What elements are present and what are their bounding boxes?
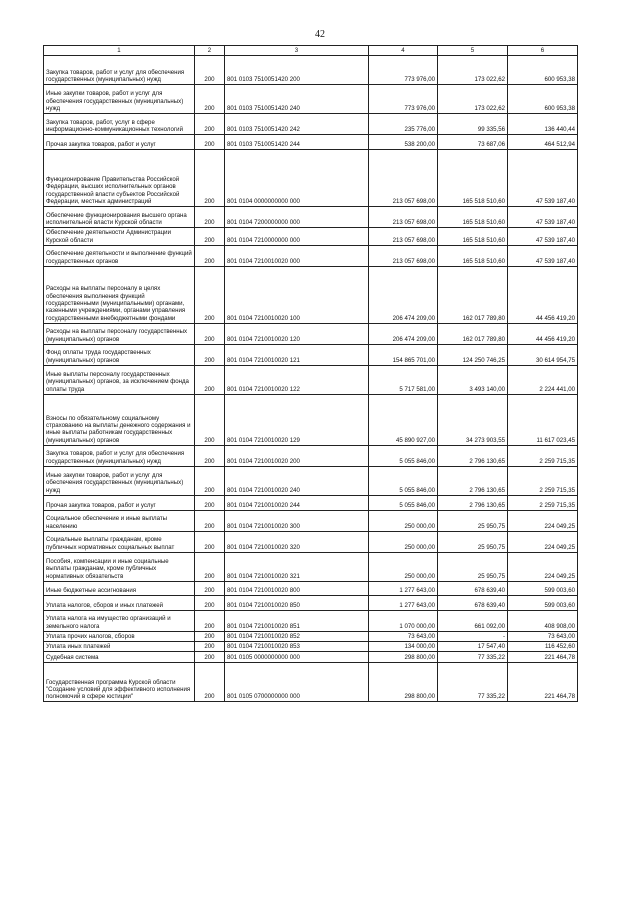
row-name: Функционирование Правительства Российской Федерации, высших исполнительных органов государственной власти субъектов Российской Федерации, местных администраций bbox=[44, 150, 195, 207]
approved-amount: 1 277 643,00 bbox=[369, 595, 438, 610]
executed-amount: 661 092,00 bbox=[438, 610, 508, 631]
approved-amount: 1 070 000,00 bbox=[369, 610, 438, 631]
table-row bbox=[44, 466, 578, 495]
budget-classification-code: 801 0104 7210010020 240 bbox=[225, 466, 369, 495]
page-number: 42 bbox=[315, 29, 325, 40]
row-code: 200 bbox=[195, 365, 225, 394]
table-row bbox=[44, 245, 578, 266]
budget-classification-code: 801 0104 7210010020 851 bbox=[225, 610, 369, 631]
budget-classification-code: 801 0105 0000000000 000 bbox=[225, 652, 369, 663]
budget-classification-code: 801 0104 7210010020 300 bbox=[225, 510, 369, 531]
budget-classification-code: 801 0104 7210000000 000 bbox=[225, 228, 369, 246]
budget-classification-code: 801 0104 7210010020 852 bbox=[225, 631, 369, 641]
budget-classification-code: 801 0103 7510051420 242 bbox=[225, 114, 369, 135]
budget-classification-code: 801 0104 7210010020 800 bbox=[225, 581, 369, 595]
budget-classification-code: 801 0104 7210010020 100 bbox=[225, 266, 369, 323]
row-code: 200 bbox=[195, 85, 225, 114]
budget-classification-code: 801 0104 7210010020 000 bbox=[225, 245, 369, 266]
row-name: Закупка товаров, работ, услуг в сфере информационно-коммуникационных технологий bbox=[44, 114, 195, 135]
row-name: Обеспечение функционирования высшего органа исполнительной власти Курской области bbox=[44, 207, 195, 228]
budget-classification-code: 801 0104 7210010020 200 bbox=[225, 445, 369, 466]
table-row bbox=[44, 266, 578, 323]
row-name: Закупка товаров, работ и услуг для обеспечения государственных (муниципальных) нужд bbox=[44, 445, 195, 466]
table-row bbox=[44, 56, 578, 85]
table-row bbox=[44, 631, 578, 641]
budget-classification-code: 801 0104 7210010020 320 bbox=[225, 531, 369, 552]
budget-execution-table bbox=[43, 45, 578, 702]
row-code: 200 bbox=[195, 663, 225, 702]
executed-amount: 162 017 789,80 bbox=[438, 266, 508, 323]
row-code: 200 bbox=[195, 266, 225, 323]
remaining-amount: 221 464,78 bbox=[508, 652, 578, 663]
executed-amount: 165 518 510,60 bbox=[438, 228, 508, 246]
table-row bbox=[44, 510, 578, 531]
executed-amount: 3 493 140,00 bbox=[438, 365, 508, 394]
remaining-amount: 11 617 023,45 bbox=[508, 394, 578, 445]
row-name: Взносы по обязательному социальному страхованию на выплаты денежного содержания и иные выплаты работникам государственных (муниципальных) органов bbox=[44, 394, 195, 445]
approved-amount: 73 643,00 bbox=[369, 631, 438, 641]
row-code: 200 bbox=[195, 114, 225, 135]
remaining-amount: 116 452,60 bbox=[508, 642, 578, 652]
row-name: Уплата прочих налогов, сборов bbox=[44, 631, 195, 641]
approved-amount: 154 865 701,00 bbox=[369, 344, 438, 365]
row-code: 200 bbox=[195, 510, 225, 531]
approved-amount: 213 057 698,00 bbox=[369, 207, 438, 228]
row-code: 200 bbox=[195, 631, 225, 641]
remaining-amount: 221 464,78 bbox=[508, 663, 578, 702]
row-name: Иные бюджетные ассигнования bbox=[44, 581, 195, 595]
remaining-amount: 464 512,94 bbox=[508, 135, 578, 150]
table-row bbox=[44, 114, 578, 135]
executed-amount: 124 250 746,25 bbox=[438, 344, 508, 365]
approved-amount: 206 474 209,00 bbox=[369, 266, 438, 323]
column-header: 5 bbox=[438, 46, 508, 56]
approved-amount: 250 000,00 bbox=[369, 552, 438, 581]
executed-amount: 17 547,40 bbox=[438, 642, 508, 652]
row-name: Пособия, компенсации и иные социальные выплаты гражданам, кроме публичных нормативных обязательств bbox=[44, 552, 195, 581]
row-name: Социальные выплаты гражданам, кроме публичных нормативных социальных выплат bbox=[44, 531, 195, 552]
table-row bbox=[44, 207, 578, 228]
budget-classification-code: 801 0104 7210010020 129 bbox=[225, 394, 369, 445]
table-row bbox=[44, 652, 578, 663]
remaining-amount: 599 003,60 bbox=[508, 595, 578, 610]
table-row bbox=[44, 531, 578, 552]
row-name: Закупка товаров, работ и услуг для обеспечения государственных (муниципальных) нужд bbox=[44, 56, 195, 85]
remaining-amount: 47 539 187,40 bbox=[508, 207, 578, 228]
table-row bbox=[44, 365, 578, 394]
table-row bbox=[44, 85, 578, 114]
executed-amount: 173 022,62 bbox=[438, 85, 508, 114]
table-row bbox=[44, 323, 578, 344]
row-code: 200 bbox=[195, 495, 225, 510]
budget-classification-code: 801 0104 7210010020 850 bbox=[225, 595, 369, 610]
row-name: Государственная программа Курской области "Создание условий для эффективного исполнения полномочий в сфере юстиции" bbox=[44, 663, 195, 702]
row-code: 200 bbox=[195, 445, 225, 466]
row-name: Обеспечение деятельности и выполнение функций государственных органов bbox=[44, 245, 195, 266]
budget-classification-code: 801 0103 7510051420 200 bbox=[225, 56, 369, 85]
executed-amount: 25 950,75 bbox=[438, 531, 508, 552]
table-row bbox=[44, 642, 578, 652]
budget-classification-code: 801 0104 0000000000 000 bbox=[225, 150, 369, 207]
approved-amount: 134 000,00 bbox=[369, 642, 438, 652]
executed-amount: 73 687,06 bbox=[438, 135, 508, 150]
row-code: 200 bbox=[195, 531, 225, 552]
budget-classification-code: 801 0104 7210010020 244 bbox=[225, 495, 369, 510]
row-name: Иные закупки товаров, работ и услуг для обеспечения государственных (муниципальных) нужд bbox=[44, 466, 195, 495]
row-code: 200 bbox=[195, 228, 225, 246]
budget-classification-code: 801 0104 7210010020 321 bbox=[225, 552, 369, 581]
row-name: Уплата налога на имущество организаций и земельного налога bbox=[44, 610, 195, 631]
remaining-amount: 224 049,25 bbox=[508, 552, 578, 581]
budget-classification-code: 801 0103 7510051420 244 bbox=[225, 135, 369, 150]
approved-amount: 213 057 698,00 bbox=[369, 150, 438, 207]
row-code: 200 bbox=[195, 581, 225, 595]
approved-amount: 773 976,00 bbox=[369, 56, 438, 85]
budget-classification-code: 801 0104 7210010020 122 bbox=[225, 365, 369, 394]
executed-amount: 99 335,56 bbox=[438, 114, 508, 135]
row-code: 200 bbox=[195, 466, 225, 495]
table-row bbox=[44, 150, 578, 207]
row-code: 200 bbox=[195, 344, 225, 365]
row-code: 200 bbox=[195, 610, 225, 631]
budget-classification-code: 801 0104 7210010020 121 bbox=[225, 344, 369, 365]
approved-amount: 213 057 698,00 bbox=[369, 245, 438, 266]
remaining-amount: 47 539 187,40 bbox=[508, 245, 578, 266]
table-row bbox=[44, 394, 578, 445]
table-row bbox=[44, 344, 578, 365]
executed-amount: 165 518 510,60 bbox=[438, 245, 508, 266]
budget-classification-code: 801 0104 7200000000 000 bbox=[225, 207, 369, 228]
remaining-amount: 224 049,25 bbox=[508, 531, 578, 552]
row-code: 200 bbox=[195, 642, 225, 652]
approved-amount: 298 800,00 bbox=[369, 652, 438, 663]
column-header: 1 bbox=[44, 46, 195, 56]
table-row bbox=[44, 495, 578, 510]
row-name: Уплата налогов, сборов и иных платежей bbox=[44, 595, 195, 610]
remaining-amount: 73 643,00 bbox=[508, 631, 578, 641]
remaining-amount: 600 953,38 bbox=[508, 56, 578, 85]
row-code: 200 bbox=[195, 394, 225, 445]
budget-classification-code: 801 0104 7210010020 853 bbox=[225, 642, 369, 652]
remaining-amount: 408 908,00 bbox=[508, 610, 578, 631]
row-code: 200 bbox=[195, 652, 225, 663]
approved-amount: 298 800,00 bbox=[369, 663, 438, 702]
approved-amount: 45 890 927,00 bbox=[369, 394, 438, 445]
executed-amount: 2 796 130,65 bbox=[438, 445, 508, 466]
row-name: Иные закупки товаров, работ и услуг для обеспечения государственных (муниципальных) нужд bbox=[44, 85, 195, 114]
row-name: Прочая закупка товаров, работ и услуг bbox=[44, 135, 195, 150]
row-code: 200 bbox=[195, 150, 225, 207]
remaining-amount: 224 049,25 bbox=[508, 510, 578, 531]
column-header: 4 bbox=[369, 46, 438, 56]
remaining-amount: 44 456 419,20 bbox=[508, 323, 578, 344]
approved-amount: 1 277 643,00 bbox=[369, 581, 438, 595]
remaining-amount: 2 259 715,35 bbox=[508, 495, 578, 510]
remaining-amount: 599 003,60 bbox=[508, 581, 578, 595]
remaining-amount: 30 614 954,75 bbox=[508, 344, 578, 365]
row-code: 200 bbox=[195, 135, 225, 150]
approved-amount: 235 776,00 bbox=[369, 114, 438, 135]
row-name: Прочая закупка товаров, работ и услуг bbox=[44, 495, 195, 510]
row-name: Расходы на выплаты персоналу в целях обеспечения выполнения функций государственными (муниципальными) органами, казенными учреждениями, органами управления государственными внебюджетными фондами bbox=[44, 266, 195, 323]
approved-amount: 538 200,00 bbox=[369, 135, 438, 150]
executed-amount: 77 335,22 bbox=[438, 652, 508, 663]
approved-amount: 206 474 209,00 bbox=[369, 323, 438, 344]
approved-amount: 250 000,00 bbox=[369, 510, 438, 531]
row-code: 200 bbox=[195, 595, 225, 610]
row-name: Фонд оплаты труда государственных (муниципальных) органов bbox=[44, 344, 195, 365]
table-row bbox=[44, 445, 578, 466]
remaining-amount: 2 259 715,35 bbox=[508, 445, 578, 466]
table-row bbox=[44, 135, 578, 150]
remaining-amount: 47 539 187,40 bbox=[508, 150, 578, 207]
remaining-amount: 2 259 715,35 bbox=[508, 466, 578, 495]
remaining-amount: 2 224 441,00 bbox=[508, 365, 578, 394]
column-header: 2 bbox=[195, 46, 225, 56]
executed-amount: 34 273 903,55 bbox=[438, 394, 508, 445]
row-code: 200 bbox=[195, 245, 225, 266]
executed-amount: - bbox=[438, 631, 508, 641]
approved-amount: 5 055 846,00 bbox=[369, 445, 438, 466]
table-row bbox=[44, 552, 578, 581]
approved-amount: 5 055 846,00 bbox=[369, 495, 438, 510]
executed-amount: 2 796 130,65 bbox=[438, 466, 508, 495]
remaining-amount: 136 440,44 bbox=[508, 114, 578, 135]
row-name: Судебная система bbox=[44, 652, 195, 663]
table-row bbox=[44, 610, 578, 631]
executed-amount: 678 639,40 bbox=[438, 595, 508, 610]
row-code: 200 bbox=[195, 323, 225, 344]
executed-amount: 25 950,75 bbox=[438, 552, 508, 581]
executed-amount: 162 017 789,80 bbox=[438, 323, 508, 344]
table-row bbox=[44, 581, 578, 595]
approved-amount: 773 976,00 bbox=[369, 85, 438, 114]
approved-amount: 5 717 581,00 bbox=[369, 365, 438, 394]
row-name: Иные выплаты персоналу государственных (муниципальных) органов, за исключением фонда оплаты труда bbox=[44, 365, 195, 394]
executed-amount: 165 518 510,60 bbox=[438, 207, 508, 228]
approved-amount: 250 000,00 bbox=[369, 531, 438, 552]
budget-classification-code: 801 0104 7210010020 120 bbox=[225, 323, 369, 344]
approved-amount: 5 055 846,00 bbox=[369, 466, 438, 495]
executed-amount: 25 950,75 bbox=[438, 510, 508, 531]
column-number-row bbox=[44, 46, 578, 56]
row-name: Уплата иных платежей bbox=[44, 642, 195, 652]
remaining-amount: 44 456 419,20 bbox=[508, 266, 578, 323]
row-code: 200 bbox=[195, 207, 225, 228]
executed-amount: 165 518 510,60 bbox=[438, 150, 508, 207]
executed-amount: 173 022,62 bbox=[438, 56, 508, 85]
executed-amount: 678 639,40 bbox=[438, 581, 508, 595]
remaining-amount: 600 953,38 bbox=[508, 85, 578, 114]
row-name: Социальное обеспечение и иные выплаты населению bbox=[44, 510, 195, 531]
row-code: 200 bbox=[195, 552, 225, 581]
executed-amount: 2 796 130,65 bbox=[438, 495, 508, 510]
budget-classification-code: 801 0103 7510051420 240 bbox=[225, 85, 369, 114]
table-row bbox=[44, 663, 578, 702]
column-header: 6 bbox=[508, 46, 578, 56]
row-name: Обеспечение деятельности Администрации Курской области bbox=[44, 228, 195, 246]
approved-amount: 213 057 698,00 bbox=[369, 228, 438, 246]
table-row bbox=[44, 595, 578, 610]
remaining-amount: 47 539 187,40 bbox=[508, 228, 578, 246]
row-name: Расходы на выплаты персоналу государственных (муниципальных) органов bbox=[44, 323, 195, 344]
column-header: 3 bbox=[225, 46, 369, 56]
table-row bbox=[44, 228, 578, 246]
executed-amount: 77 335,22 bbox=[438, 663, 508, 702]
budget-classification-code: 801 0105 0700000000 000 bbox=[225, 663, 369, 702]
row-code: 200 bbox=[195, 56, 225, 85]
